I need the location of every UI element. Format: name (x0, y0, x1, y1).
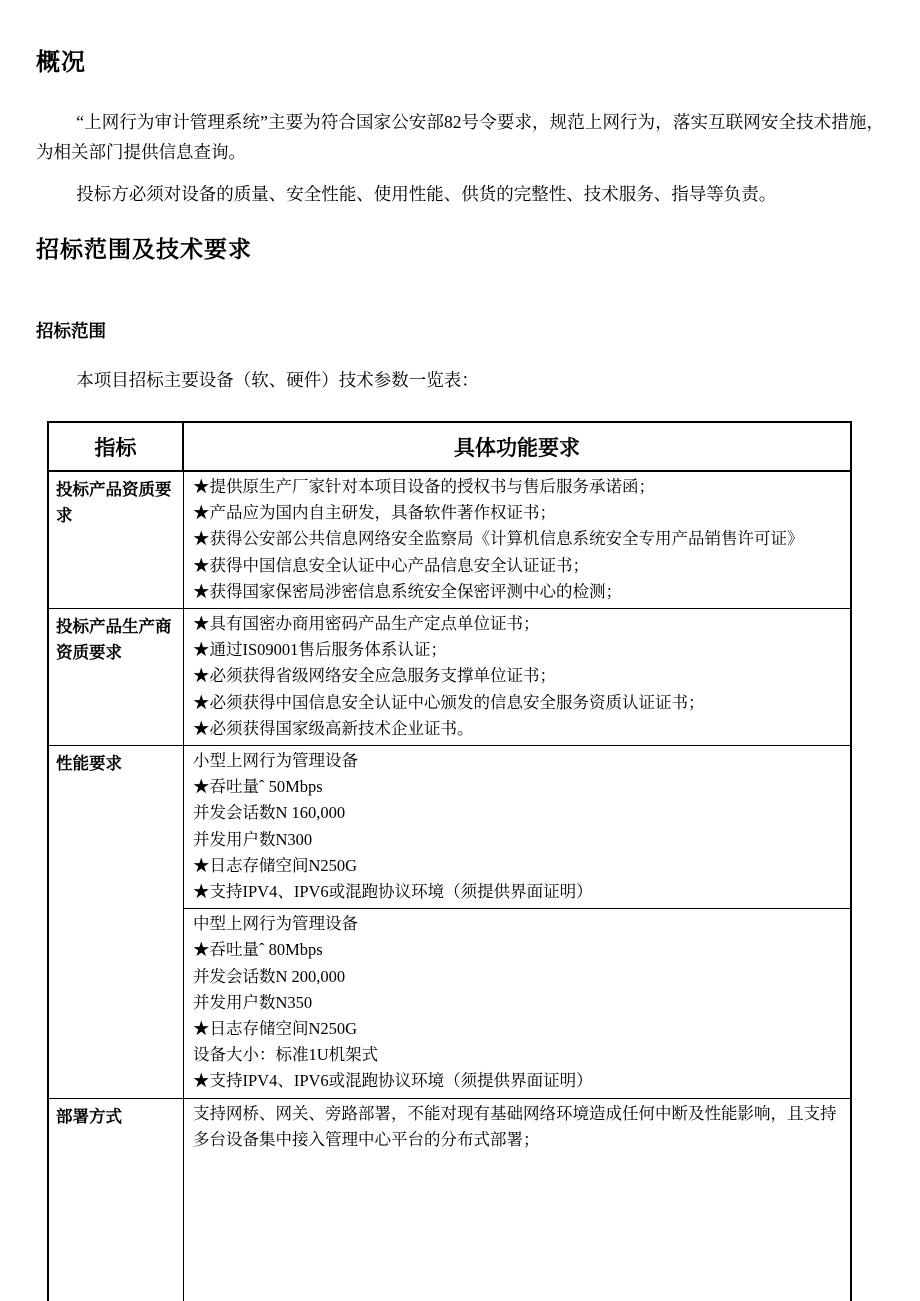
row-label: 部署方式 (49, 1099, 184, 1301)
spec-group (184, 908, 850, 1097)
row-content (184, 609, 850, 745)
spec-line: ★提供原生产厂家针对本项目设备的授权书与售后服务承诺函； (193, 477, 655, 496)
table-row (49, 472, 850, 609)
paragraph-intro-2: 投标方必须对设备的质量、安全性能、使用性能、供货的完整性、技术服务、指导等负责。 (76, 184, 777, 204)
row-label: 性能要求 (49, 746, 184, 1098)
spec-line: ★日志存储空间N250G (193, 855, 358, 875)
spec-group (184, 472, 850, 608)
column-header-requirements: 具体功能要求 (454, 436, 580, 460)
spec-line: 并发会话数N 200,000 (193, 966, 346, 986)
spec-line: ★产品应为国内自主研发，具备软件著作权证书； (193, 503, 556, 523)
row-content (184, 746, 850, 1098)
spec-line: ★支持IPV4、IPV6或混跑协议环境（须提供界面证明） (193, 882, 593, 902)
spec-line: 支持网桥、网关、旁路部署，不能对现有基础网络环境造成任何中断及性能影响，且支持多台设备集中接入管理中心平台的分布式部署； (193, 1103, 837, 1149)
column-header-indicator: 指标 (49, 423, 184, 470)
spec-line: ★必须获得省级网络安全应急服务支撑单位证书； (193, 666, 556, 686)
heading-scope-and-tech: 招标范围及技术要求 (36, 236, 252, 262)
spec-line: 并发会话数N 160,000 (193, 803, 346, 823)
spec-line: ★获得公安部公共信息网络安全监察局《计算机信息系统安全专用产品销售许可证》 (193, 529, 804, 549)
spec-table-body (49, 472, 850, 1301)
spec-line: 小型上网行为管理设备 (193, 751, 358, 771)
row-label: 投标产品资质要求 (49, 472, 184, 608)
spec-line: ★吞吐量ˆ 50Mbps (193, 777, 323, 797)
spec-line: 中型上网行为管理设备 (193, 914, 358, 934)
spec-line: 并发用户数N300 (193, 829, 313, 849)
spec-table-header-row (49, 423, 850, 472)
spec-line: ★必须获得国家级高新技术企业证书。 (193, 718, 474, 738)
paragraph-table-intro: 本项目招标主要设备（软、硬件）技术参数一览表： (76, 370, 479, 390)
paragraph-intro-1: “上网行为审计管理系统”主要为符合国家公安部82号令要求，规范上网行为，落实互联网安全技术措施，为相关部门提供信息查询。 (36, 112, 884, 162)
row-content (184, 1099, 850, 1301)
row-label: 投标产品生产商资质要求 (49, 609, 184, 745)
spec-line: ★获得国家保密局涉密信息系统安全保密评测中心的检测； (193, 581, 622, 601)
heading-scope: 招标范围 (36, 321, 106, 341)
spec-line: ★获得中国信息安全认证中心产品信息安全认证证书； (193, 555, 589, 575)
spec-line: ★日志存储空间N250G (193, 1019, 358, 1039)
spec-line: 并发用户数N350 (193, 992, 313, 1012)
spec-group (184, 746, 850, 908)
spec-line: ★支持IPV4、IPV6或混跑协议环境（须提供界面证明） (193, 1071, 593, 1091)
table-row (49, 746, 850, 1099)
spec-table (47, 421, 852, 1301)
table-row (49, 609, 850, 746)
row-content (184, 472, 850, 608)
spec-line: ★具有国密办商用密码产品生产定点单位证书； (193, 614, 540, 634)
spec-line: ★通过IS09001售后服务体系认证； (193, 640, 447, 660)
spec-line: ★必须获得中国信息安全认证中心颁发的信息安全服务资质认证证书； (193, 692, 705, 712)
heading-overview: 概况 (36, 49, 86, 76)
spec-group (184, 609, 850, 745)
spec-group (184, 1099, 850, 1156)
spec-line: ★吞吐量ˆ 80Mbps (193, 940, 323, 960)
spec-line: 设备大小：标准1U机架式 (193, 1045, 379, 1065)
table-row (49, 1099, 850, 1301)
